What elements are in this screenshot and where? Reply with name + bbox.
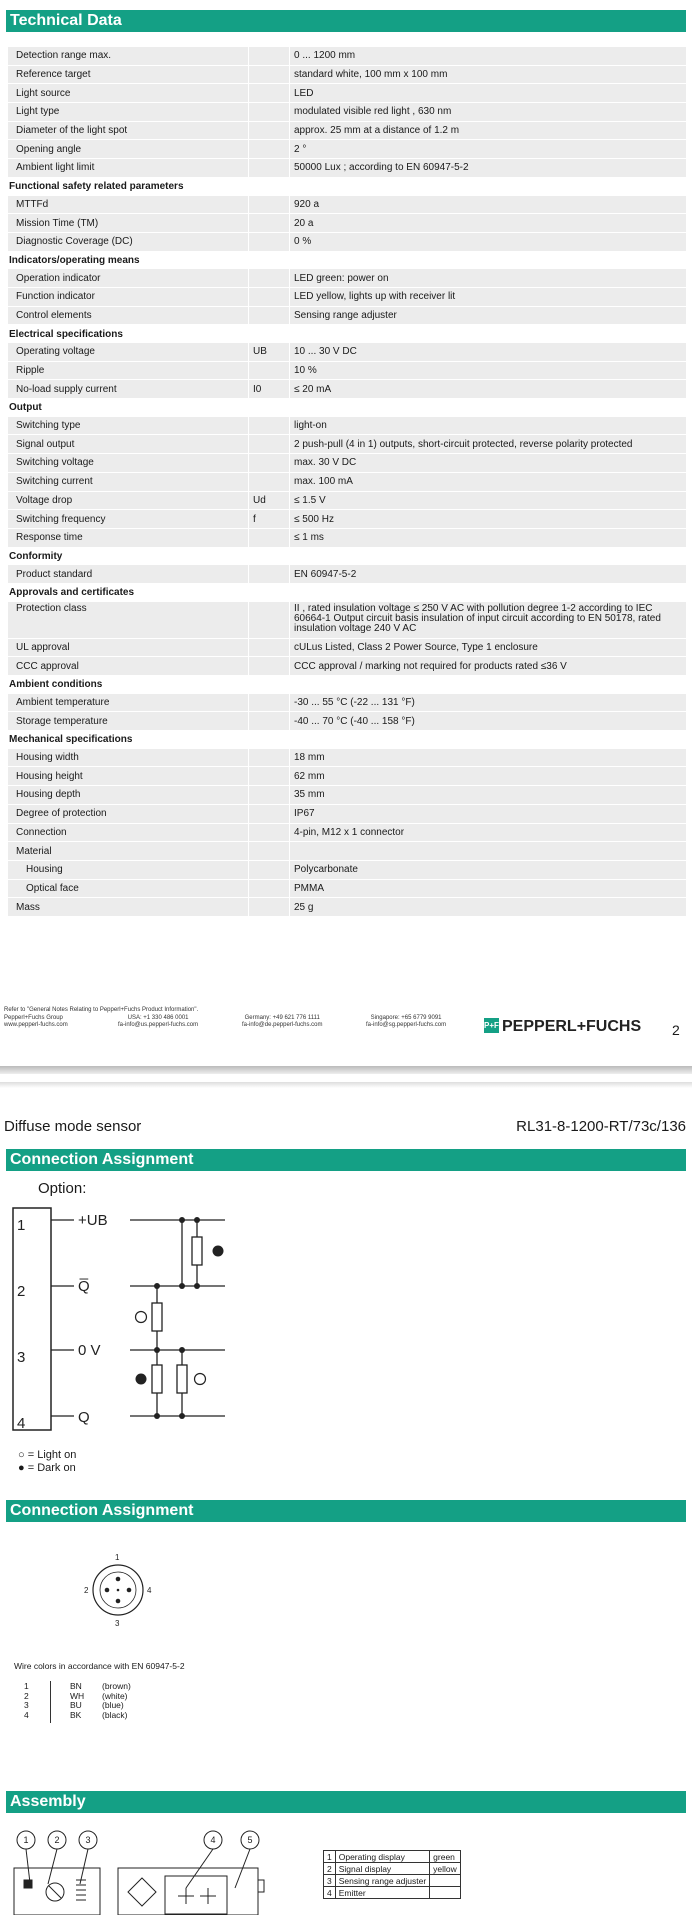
assembly-row: 3 Sensing range adjuster <box>324 1875 461 1887</box>
spec-value: 2 ° <box>290 140 687 159</box>
section-heading <box>8 325 686 343</box>
footer-singapore: Singapore: +65 6779 9091 <box>370 1015 442 1021</box>
spec-symbol <box>249 454 290 473</box>
spec-value: IP67 <box>290 804 687 823</box>
connector-pin-label: 1 <box>115 1553 120 1562</box>
callout-number: 4 <box>210 1835 216 1845</box>
spec-row <box>8 47 686 65</box>
spec-symbol <box>249 657 290 676</box>
spec-label: No-load supply current <box>8 380 249 399</box>
light-on-marker <box>136 1312 147 1323</box>
connector-pin-label: 4 <box>147 1586 152 1595</box>
assembly-row: 2 Signal display yellow <box>324 1863 461 1875</box>
spec-symbol <box>249 103 290 122</box>
spec-value: LED <box>290 84 687 103</box>
spec-value: 0 ... 1200 mm <box>290 47 687 65</box>
footer-usa: USA: +1 330 486 0001 <box>127 1015 189 1021</box>
spec-symbol: UB <box>249 343 290 361</box>
spec-row <box>8 602 686 639</box>
spec-row <box>8 638 686 657</box>
spec-symbol <box>249 159 290 178</box>
spec-row <box>8 694 686 712</box>
sensor-body <box>13 1208 51 1430</box>
product-type: Diffuse mode sensor <box>4 1118 142 1135</box>
page-separator-shadow <box>0 1082 692 1088</box>
spec-value: EN 60947-5-2 <box>290 565 687 583</box>
spec-row <box>8 214 686 233</box>
section-heading <box>8 676 686 694</box>
spec-label: Storage temperature <box>8 712 249 731</box>
spec-label: Optical face <box>8 879 249 898</box>
spec-symbol <box>249 472 290 491</box>
spec-symbol: Ud <box>249 491 290 510</box>
spec-row <box>8 804 686 823</box>
spec-row <box>8 84 686 103</box>
spec-label: Ambient temperature <box>8 694 249 712</box>
footer-group-web[interactable]: www.pepperl-fuchs.com <box>4 1022 68 1028</box>
footer-note: Refer to "General Notes Relating to Pepperl+Fuchs Product Information". <box>4 1007 199 1013</box>
light-on-marker <box>195 1374 206 1385</box>
spec-row <box>8 767 686 786</box>
spec-value: -30 ... 55 °C (-22 ... 131 °F) <box>290 694 687 712</box>
option-label: Option: <box>38 1180 87 1197</box>
spec-symbol <box>249 823 290 842</box>
signal-label: 0 V <box>78 1342 101 1359</box>
spec-value: max. 30 V DC <box>290 454 687 473</box>
spec-symbol <box>249 435 290 454</box>
wire-code-column: BN WH BU BK <box>70 1681 85 1720</box>
spec-value: light-on <box>290 417 687 435</box>
page-number: 2 <box>672 1022 680 1038</box>
section-heading <box>8 547 686 565</box>
spec-symbol <box>249 287 290 306</box>
section-heading <box>8 399 686 417</box>
spec-label: Signal output <box>8 435 249 454</box>
assembly-legend-table <box>323 1850 461 1899</box>
spec-symbol: f <box>249 510 290 529</box>
spec-label: Mass <box>8 898 249 917</box>
footer-germany: Germany: +49 621 776 1111 <box>244 1015 320 1021</box>
spec-row <box>8 287 686 306</box>
spec-label: Diameter of the light spot <box>8 121 249 140</box>
spec-row <box>8 454 686 473</box>
assembly-row: 1 Operating display green <box>324 1851 461 1863</box>
spec-value: modulated visible red light , 630 nm <box>290 103 687 122</box>
spec-label: Function indicator <box>8 287 249 306</box>
spec-label: Housing height <box>8 767 249 786</box>
spec-value: 50000 Lux ; according to EN 60947-5-2 <box>290 159 687 178</box>
spec-label: Housing width <box>8 749 249 767</box>
spec-symbol <box>249 898 290 917</box>
spec-label: Opening angle <box>8 140 249 159</box>
dark-on-icon: ● <box>18 1462 25 1474</box>
section-title: Indicators/operating means <box>8 251 686 269</box>
model-number: RL31-8-1200-RT/73c/136 <box>516 1118 686 1135</box>
callout-number: 3 <box>85 1835 91 1845</box>
section-title: Approvals and certificates <box>8 583 686 601</box>
spec-row <box>8 103 686 122</box>
spec-symbol <box>249 214 290 233</box>
spec-row <box>8 712 686 731</box>
spec-symbol <box>249 565 290 583</box>
spec-row <box>8 860 686 879</box>
spec-label: UL approval <box>8 638 249 657</box>
technical-data-header: Technical Data <box>6 10 686 32</box>
spec-value: 4-pin, M12 x 1 connector <box>290 823 687 842</box>
footer-germany-mail[interactable]: fa-info@de.pepperl-fuchs.com <box>242 1022 323 1028</box>
section-heading <box>8 251 686 269</box>
emitter-lens <box>128 1878 156 1906</box>
spec-symbol <box>249 638 290 657</box>
spec-row <box>8 491 686 510</box>
spec-symbol <box>249 232 290 251</box>
spec-label: Operating voltage <box>8 343 249 361</box>
spec-value: cULus Listed, Class 2 Power Source, Type 1 enclosure <box>290 638 687 657</box>
spec-label: Switching frequency <box>8 510 249 529</box>
spec-value: ≤ 1.5 V <box>290 491 687 510</box>
callout-number: 1 <box>23 1835 29 1845</box>
spec-value: max. 100 mA <box>290 472 687 491</box>
spec-row <box>8 159 686 178</box>
spec-value: Polycarbonate <box>290 860 687 879</box>
spec-value: 18 mm <box>290 749 687 767</box>
spec-symbol <box>249 749 290 767</box>
section-heading <box>8 583 686 601</box>
spec-value: LED green: power on <box>290 269 687 287</box>
pin-number: 3 <box>17 1349 26 1366</box>
spec-row <box>8 435 686 454</box>
connection-assignment-header-2: Connection Assignment <box>6 1500 686 1522</box>
spec-symbol <box>249 361 290 380</box>
pepperl-fuchs-logo-icon: P+F <box>484 1018 499 1033</box>
spec-row <box>8 879 686 898</box>
assembly-drawing <box>10 1828 270 1915</box>
spec-value: 0 % <box>290 232 687 251</box>
spec-row <box>8 657 686 676</box>
spec-value: II , rated insulation voltage ≤ 250 V AC with pollution degree 1-2 according to IEC 60664-1 Output circuit basis insulation of input circuit according to EN 50178, rated insulation voltage 240 V AC <box>290 602 687 639</box>
spec-row <box>8 749 686 767</box>
spec-value: ≤ 500 Hz <box>290 510 687 529</box>
spec-value <box>290 842 687 861</box>
callout-number: 5 <box>247 1835 253 1845</box>
spec-row <box>8 510 686 529</box>
spec-label: Diagnostic Coverage (DC) <box>8 232 249 251</box>
spec-symbol <box>249 879 290 898</box>
legend-dark-on: ● = Dark on <box>18 1462 76 1474</box>
footer-usa-mail[interactable]: fa-info@us.pepperl-fuchs.com <box>118 1022 199 1028</box>
section-title: Output <box>8 399 686 417</box>
spec-value: Sensing range adjuster <box>290 306 687 325</box>
spec-symbol <box>249 84 290 103</box>
sensor-side-view <box>14 1868 100 1915</box>
spec-symbol <box>249 65 290 84</box>
callout-number: 2 <box>54 1835 60 1845</box>
spec-symbol <box>249 860 290 879</box>
spec-value: ≤ 20 mA <box>290 380 687 399</box>
spec-label: Switching current <box>8 472 249 491</box>
wire-color-note: Wire colors in accordance with EN 60947-5-2 <box>14 1661 185 1671</box>
spec-value: approx. 25 mm at a distance of 1.2 m <box>290 121 687 140</box>
spec-label: Voltage drop <box>8 491 249 510</box>
spec-label: Product standard <box>8 565 249 583</box>
spec-label: Protection class <box>8 602 249 639</box>
pin-number: 2 <box>17 1283 26 1300</box>
spec-value: 920 a <box>290 196 687 214</box>
signal-label: Q̅ <box>78 1278 90 1295</box>
spec-value: LED yellow, lights up with receiver lit <box>290 287 687 306</box>
section-heading <box>8 731 686 749</box>
spec-label: Material <box>8 842 249 861</box>
connector-pin-label: 2 <box>84 1586 89 1595</box>
brand-logo: P+F PEPPERL+FUCHS <box>484 1018 642 1035</box>
spec-label: Degree of protection <box>8 804 249 823</box>
assembly-row: 4 Emitter <box>324 1887 461 1899</box>
spec-row <box>8 842 686 861</box>
spec-value: 10 ... 30 V DC <box>290 343 687 361</box>
spec-label: Response time <box>8 528 249 547</box>
spec-label: Ripple <box>8 361 249 380</box>
spec-row <box>8 65 686 84</box>
spec-label: Light type <box>8 103 249 122</box>
spec-value: PMMA <box>290 879 687 898</box>
spec-label: Housing depth <box>8 786 249 805</box>
spec-row <box>8 565 686 583</box>
spec-row <box>8 823 686 842</box>
spec-value: ≤ 1 ms <box>290 528 687 547</box>
spec-value: -40 ... 70 °C (-40 ... 158 °F) <box>290 712 687 731</box>
spec-symbol <box>249 47 290 65</box>
spec-symbol: I0 <box>249 380 290 399</box>
wiring-diagram <box>10 1195 230 1435</box>
spec-value: 35 mm <box>290 786 687 805</box>
legend-light-on: ○ = Light on <box>18 1449 77 1461</box>
spec-symbol <box>249 528 290 547</box>
spec-row <box>8 417 686 435</box>
spec-row <box>8 121 686 140</box>
section-title: Electrical specifications <box>8 325 686 343</box>
spec-row <box>8 306 686 325</box>
spec-symbol <box>249 417 290 435</box>
spec-row <box>8 786 686 805</box>
spec-label: Light source <box>8 84 249 103</box>
spec-symbol <box>249 269 290 287</box>
spec-label: Control elements <box>8 306 249 325</box>
spec-row <box>8 528 686 547</box>
spec-row <box>8 343 686 361</box>
spec-label: CCC approval <box>8 657 249 676</box>
spec-row <box>8 140 686 159</box>
spec-label: Operation indicator <box>8 269 249 287</box>
spec-symbol <box>249 306 290 325</box>
section-title: Functional safety related parameters <box>8 177 686 195</box>
wire-color-column: (brown) (white) (blue) (black) <box>102 1681 131 1720</box>
footer-group: Pepperl+Fuchs Group <box>4 1015 63 1021</box>
spec-label: Switching voltage <box>8 454 249 473</box>
section-title: Ambient conditions <box>8 676 686 694</box>
page-separator <box>0 1066 692 1074</box>
pin-number: 4 <box>17 1415 26 1432</box>
assembly-header: Assembly <box>6 1791 686 1813</box>
spec-label: Housing <box>8 860 249 879</box>
wire-pin-column: 1 2 3 4 <box>24 1681 29 1720</box>
light-on-icon: ○ <box>18 1449 25 1461</box>
spec-symbol <box>249 786 290 805</box>
spec-label: Reference target <box>8 65 249 84</box>
spec-label: Detection range max. <box>8 47 249 65</box>
section-title: Conformity <box>8 547 686 565</box>
spec-symbol <box>249 602 290 639</box>
footer-singapore-mail[interactable]: fa-info@sg.pepperl-fuchs.com <box>366 1022 447 1028</box>
connector-pin-label: 3 <box>115 1619 120 1628</box>
spec-row <box>8 232 686 251</box>
spec-symbol <box>249 804 290 823</box>
spec-symbol <box>249 196 290 214</box>
spec-value: 20 a <box>290 214 687 233</box>
pin-number: 1 <box>17 1217 26 1234</box>
section-heading <box>8 177 686 195</box>
spec-symbol <box>249 842 290 861</box>
dark-on-marker <box>213 1246 224 1257</box>
spec-row <box>8 269 686 287</box>
spec-value: 10 % <box>290 361 687 380</box>
spec-symbol <box>249 767 290 786</box>
spec-label: Switching type <box>8 417 249 435</box>
dark-on-marker <box>136 1374 147 1385</box>
wire-list-divider <box>50 1681 51 1723</box>
spec-row <box>8 898 686 917</box>
spec-row <box>8 361 686 380</box>
signal-label: +UB <box>78 1212 108 1229</box>
spec-value: 25 g <box>290 898 687 917</box>
spec-row <box>8 196 686 214</box>
connection-assignment-header: Connection Assignment <box>6 1149 686 1171</box>
spec-value: 2 push-pull (4 in 1) outputs, short-circuit protected, reverse polarity protected <box>290 435 687 454</box>
spec-label: Connection <box>8 823 249 842</box>
spec-value: 62 mm <box>290 767 687 786</box>
spec-symbol <box>249 121 290 140</box>
spec-row <box>8 472 686 491</box>
signal-label: Q <box>78 1409 90 1426</box>
connector-pinout-diagram <box>80 1550 170 1630</box>
section-title: Mechanical specifications <box>8 731 686 749</box>
spec-label: Mission Time (TM) <box>8 214 249 233</box>
spec-symbol <box>249 140 290 159</box>
spec-symbol <box>249 712 290 731</box>
spec-row <box>8 380 686 399</box>
spec-value: standard white, 100 mm x 100 mm <box>290 65 687 84</box>
spec-label: Ambient light limit <box>8 159 249 178</box>
sensor-front-view <box>118 1868 258 1915</box>
spec-label: MTTFd <box>8 196 249 214</box>
spec-symbol <box>249 694 290 712</box>
spec-value: CCC approval / marking not required for products rated ≤36 V <box>290 657 687 676</box>
technical-data-table <box>8 47 686 917</box>
